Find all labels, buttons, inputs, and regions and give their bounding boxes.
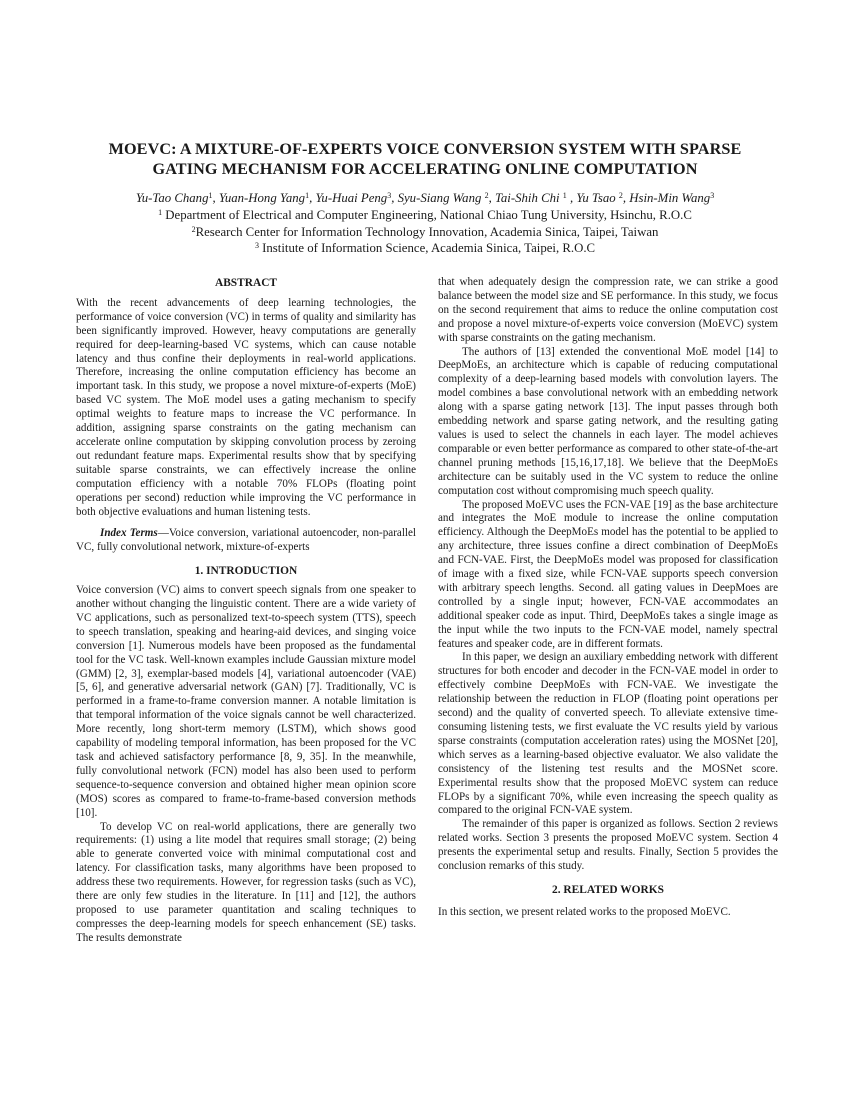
affiliation-text: Research Center for Information Technology Innovation, Academia Sinica, Taipei, Taiwan [195,225,659,239]
body-paragraph: The proposed MoEVC uses the FCN-VAE [19] as the base architecture and integrates the MoE module to increase the online computation efficiency. Although the DeepMoEs model has the potential to be applied to any architecture, three issues confine a direct combination of DeepMoEs and FCN-VAE. First, the DeepMoEs model was proposed for classification of image with a fixed size, while FCN-VAE supports speech conversion with arbitrary speech lengths. Second. all gating values in DeepMoes are controlled by a single input; however, FCN-VAE accommodates an additional speaker code as input. Third, DeepMoEs takes a single image as the input while the two inputs to the FCN-VAE model, namely spectral features and speaker code, are in different formats. [438,498,778,650]
author-separator: , [309,191,316,205]
affiliation-number: 3 [254,241,259,250]
author-affiliation-mark: 3 [710,191,715,200]
author-affiliation-mark: 3 [387,191,392,200]
author-name: Tai-Shih Chi [494,191,563,205]
index-terms-label: Index Terms [100,527,158,540]
author-affiliation-mark: 2 [484,191,489,200]
index-terms-text: Voice conversion, variational autoencoder, non-parallel VC, fully convolutional network, mixture-of-experts [76,527,416,554]
index-terms-dash: — [157,527,169,540]
body-paragraph: The remainder of this paper is organized as follows. Section 2 reviews related works. Section 3 presents the proposed MoEVC system. Section 4 presents the experimental setup and results. Finally, Section 5 provides the conclusion remarks of this study. [438,818,778,873]
author-separator: , [391,191,398,205]
index-terms [76,527,416,555]
author-name: Yu-Huai Peng [315,191,388,205]
affiliation-text: Institute of Information Science, Academia Sinica, Taipei, R.O.C [258,241,596,255]
related-works-paragraph: In this section, we present related works to the proposed MoEVC. [438,905,731,918]
affiliation-number: 1 [158,208,163,217]
author-affiliation-mark: 1 [208,191,213,200]
right-column [438,276,778,920]
body-paragraph: that when adequately design the compression rate, we can strike a good balance between the model size and SE performance. In this study, we focus on the second requirement that aims to reduce the online computation cost and propose a novel mixture-of-experts voice conversion (MoEVC) system with sparse constraints on the gating mechanism. [438,276,778,344]
body-paragraph: The authors of [13] extended the conventional MoE model [14] to DeepMoEs, an architecture which is capable of reducing computational complexity of a deep-learning based models with convolution layers. The model combines a base convolutional network with an embedding network along with a sparse gating network [13]. The input passes through both embedding network and sparse gating network, and the resulting gating values is used to select the channels in each layer. The model achieves comparable or even better performance as compared to other state-of-the-art channel pruning methods [15,16,17,18]. We believe that the DeepMoEs architecture can be suitably used in the VC system to reduce the online computation cost without compromising much speech quality. [438,345,778,497]
author-separator: , [488,191,495,205]
intro-paragraph-2: To develop VC on real-world applications, there are generally two requirements: (1) using a lite model that requires small storage; (2) being able to generate converted voice with minimal computational cost and latency. For classification tasks, many algorithms have been proposed to address these two requirements. However, for regression tasks (such as VC), there are only few studies in the literature. In [11] and [12], the authors proposed to use parameter quantitation and scaling techniques to compresses the deep-learning models for speech enhancement (SE) tasks. The results demonstrate [76,820,416,944]
author-name: Yuan-Hong Yang [218,191,306,205]
author-name: Syu-Siang Wang [397,191,485,205]
affiliation-1 [40,207,810,223]
left-column [76,277,416,946]
author-separator: , [622,191,630,205]
abstract-text: With the recent advancements of deep learning technologies, the performance of voice conversion (VC) in terms of quality and similarity has been significantly improved. However, heavy computations are generally required for deep-learning-based VC systems, which can cause notable latency and thus confine their deployments in real-world applications. Therefore, increasing the online computation efficiency has become an important task. In this study, we propose a novel mixture-of-experts (MoE) based VC system. The MoE model uses a gating mechanism to specify optimal weights to feature maps to increase the VC performance. In addition, assigning sparse constraints on the gating mechanism can accelerate online computation by skipping convolution process by zeroing out redundant feature maps. Experimental results show that by specifying suitable sparse constraints, we can effectively increase the online computation efficiency with a notable 70% FLOPs (floating point operations per second) reduction while improving the VC performance in both objective evaluations and human listening tests. [76,296,416,518]
title-line-2: GATING MECHANISM FOR ACCELERATING ONLINE COMPUTATION [152,160,698,178]
related-works-heading: 2. RELATED WORKS [552,883,664,896]
author-affiliation-mark: 1 [562,191,567,200]
author-name: Hsin-Min Wang [629,191,711,205]
author-list [40,190,810,206]
author-name: Yu Tsao [576,191,619,205]
abstract-heading: ABSTRACT [214,277,278,289]
introduction-heading: 1. INTRODUCTION [194,565,298,578]
author-name: Yu-Tao Chang [135,191,209,205]
affiliation-number: 2 [191,225,196,234]
author-separator: , [566,191,577,205]
author-affiliation-mark: 1 [305,191,310,200]
affiliation-2 [40,224,810,240]
author-separator: , [212,191,219,205]
affiliation-text: Department of Electrical and Computer Engineering, National Chiao Tung University, Hsinchu, R.O.C [162,208,692,222]
affiliation-3 [40,240,810,256]
intro-paragraph-1: Voice conversion (VC) aims to convert speech signals from one speaker to another without changing the linguistic content. There are a wide variety of VC applications, such as personalized text-to-speech system (TTS), speech to speech translation, speaking and hearing-aid devices, and singing voice conversion [1]. Numerous models have been proposed as the fundamental tool for the VC task. Well-known examples include Gaussian mixture model (GMM) [2, 3], exemplar-based models [4], variational autoencoder (VAE) [5, 6], and generative adversarial network (GAN) [7]. Traditionally, VC is performed in a frame-to-frame conversion manner. A notable limitation is that temporal information of the voice signals cannot be well characterized. More recently, long short-term memory (LSTM), which shows good capability of modeling temporal information, has been proposed for the VC task and achieved satisfactory performance [8, 9, 35]. In the meanwhile, fully convolutional network (FCN) model has also been used to perform sequence-to-sequence conversion and obtained higher mean opinion score (MOS) scores as compared to frame-to-frame-based conversion methods [10]. [76,584,416,819]
author-affiliation-mark: 2 [618,191,623,200]
body-paragraph: In this paper, we design an auxiliary embedding network with different structures for both encoder and decoder in the FCN-VAE model in order to effectively combine DeepMoEs with FCN-VAE. We investigate the relationship between the reduction in FLOP (floating point operations per second) and the quality of converted speech. To alleviate extensive time-consuming listening tests, we first evaluate the VC results yield by various sparse constraints (computation acceleration rates) using the MOSNet [20], which serves as a learning-based objective evaluator. We also validate the consistency of the listening test results and the MOSNet score. Experimental results show that the proposed MoEVC system can reduce FLOPs by a significant 70%, while even increasing the speech quality as compared to the original FCN-VAE system. [438,651,778,817]
paper-title [60,139,790,179]
title-line-1: MOEVC: A MIXTURE-OF-EXPERTS VOICE CONVERSION SYSTEM WITH SPARSE [108,140,742,158]
